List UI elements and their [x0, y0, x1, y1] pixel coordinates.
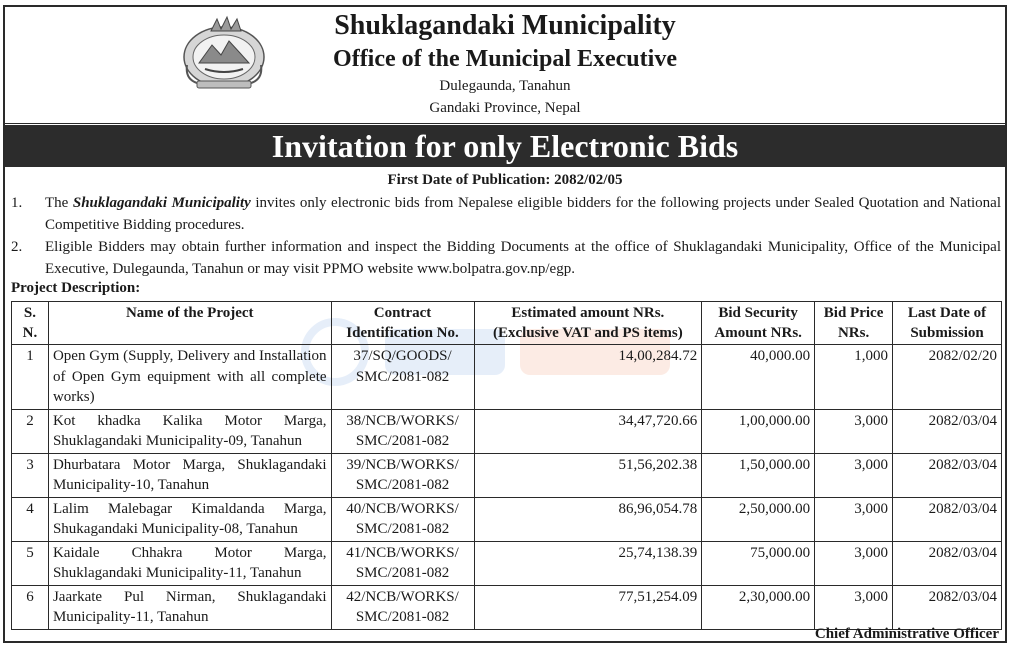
paragraph-number: 1.: [11, 195, 23, 211]
cell-sn: 2: [12, 409, 49, 453]
table-row: [12, 585, 1002, 629]
cell-bid-security: 2,50,000.00: [702, 497, 815, 541]
publication-date: First Date of Publication: 2082/02/05: [387, 172, 623, 188]
cell-bid-security: 1,00,000.00: [702, 409, 815, 453]
notice-header: [5, 7, 1005, 124]
office-province: Gandaki Province, Nepal: [429, 100, 581, 116]
cell-bid-security: 40,000.00: [702, 345, 815, 410]
project-description-label: Project Description:: [11, 280, 141, 296]
cell-contract-id: 39/NCB/WORKS/ SMC/2081-082: [331, 453, 474, 497]
header-last-date: Last Date of Submission: [893, 302, 1002, 345]
cell-project-name: Lalim Malebagar Kimaldanda Marga, Shukagandaki Municipality-08, Tanahun: [48, 497, 331, 541]
header-sn: S. N.: [12, 302, 49, 345]
cell-contract-id: 40/NCB/WORKS/ SMC/2081-082: [331, 497, 474, 541]
table-row: [12, 541, 1002, 585]
paragraph-1-rest: invites only electronic bids from Nepalese eligible bidders for the following projects under Sealed Quotation and National Competitive Bidding procedures.: [45, 195, 1001, 233]
notice-banner: Invitation for only Electronic Bids: [5, 125, 1005, 167]
office-name: Office of the Municipal Executive: [333, 46, 677, 72]
cell-bid-price: 1,000: [815, 345, 893, 410]
cell-contract-id: 38/NCB/WORKS/ SMC/2081-082: [331, 409, 474, 453]
cell-estimated-amount: 51,56,202.38: [474, 453, 702, 497]
cell-project-name: Jaarkate Pul Nirman, Shuklagandaki Municipality-11, Tanahun: [48, 585, 331, 629]
cell-bid-security: 75,000.00: [702, 541, 815, 585]
paragraph-1-lead: The: [45, 195, 73, 211]
paragraph-number: 2.: [11, 239, 23, 255]
cell-last-date: 2082/03/04: [893, 585, 1002, 629]
cell-contract-id: 41/NCB/WORKS/ SMC/2081-082: [331, 541, 474, 585]
cell-bid-price: 3,000: [815, 409, 893, 453]
cell-sn: 5: [12, 541, 49, 585]
cell-estimated-amount: 14,00,284.72: [474, 345, 702, 410]
paragraph-1: [45, 192, 1001, 236]
table-row: [12, 409, 1002, 453]
cell-last-date: 2082/03/04: [893, 541, 1002, 585]
cell-sn: 6: [12, 585, 49, 629]
cell-project-name: Kaidale Chhakra Motor Marga, Shuklagandaki Municipality-11, Tanahun: [48, 541, 331, 585]
header-project-name: Name of the Project: [48, 302, 331, 345]
header-estimated-amount: Estimated amount NRs. (Exclusive VAT and PS items): [474, 302, 702, 345]
cell-bid-price: 3,000: [815, 497, 893, 541]
cell-sn: 1: [12, 345, 49, 410]
cell-project-name: Kot khadka Kalika Motor Marga, Shuklagandaki Municipality-09, Tanahun: [48, 409, 331, 453]
cell-project-name: Open Gym (Supply, Delivery and Installation of Open Gym equipment with all complete works): [48, 345, 331, 410]
cell-project-name: Dhurbatara Motor Marga, Shuklagandaki Municipality-10, Tanahun: [48, 453, 331, 497]
table-header-row: [12, 302, 1002, 345]
notice-frame: [3, 5, 1007, 643]
office-location: Dulegaunda, Tanahun: [439, 78, 571, 94]
cell-bid-security: 1,50,000.00: [702, 453, 815, 497]
cell-contract-id: 37/SQ/GOODS/ SMC/2081-082: [331, 345, 474, 410]
table-row: [12, 345, 1002, 410]
table-row: [12, 453, 1002, 497]
signoff-title: Chief Administrative Officer: [814, 626, 999, 642]
table-row: [12, 497, 1002, 541]
header-bid-price: Bid Price NRs.: [815, 302, 893, 345]
cell-estimated-amount: 77,51,254.09: [474, 585, 702, 629]
header-bid-security: Bid Security Amount NRs.: [702, 302, 815, 345]
cell-estimated-amount: 34,47,720.66: [474, 409, 702, 453]
header-contract-id: Contract Identification No.: [331, 302, 474, 345]
cell-estimated-amount: 86,96,054.78: [474, 497, 702, 541]
cell-estimated-amount: 25,74,138.39: [474, 541, 702, 585]
cell-bid-security: 2,30,000.00: [702, 585, 815, 629]
cell-contract-id: 42/NCB/WORKS/ SMC/2081-082: [331, 585, 474, 629]
cell-bid-price: 3,000: [815, 453, 893, 497]
cell-bid-price: 3,000: [815, 541, 893, 585]
cell-last-date: 2082/03/04: [893, 409, 1002, 453]
cell-last-date: 2082/03/04: [893, 497, 1002, 541]
cell-last-date: 2082/02/20: [893, 345, 1002, 410]
paragraph-2: Eligible Bidders may obtain further information and inspect the Bidding Documents at the office of Shuklagandaki Municipality, Office of the Municipal Executive, Dulegaunda, Tanahun or may visit PPMO website www.bolpatra.gov.np/egp.: [45, 239, 1001, 277]
municipality-name: Shuklagandaki Municipality: [334, 10, 676, 41]
cell-bid-price: 3,000: [815, 585, 893, 629]
cell-last-date: 2082/03/04: [893, 453, 1002, 497]
project-table: [11, 301, 1002, 630]
cell-sn: 3: [12, 453, 49, 497]
municipality-emphasis: Shuklagandaki Municipality: [72, 195, 251, 211]
cell-sn: 4: [12, 497, 49, 541]
